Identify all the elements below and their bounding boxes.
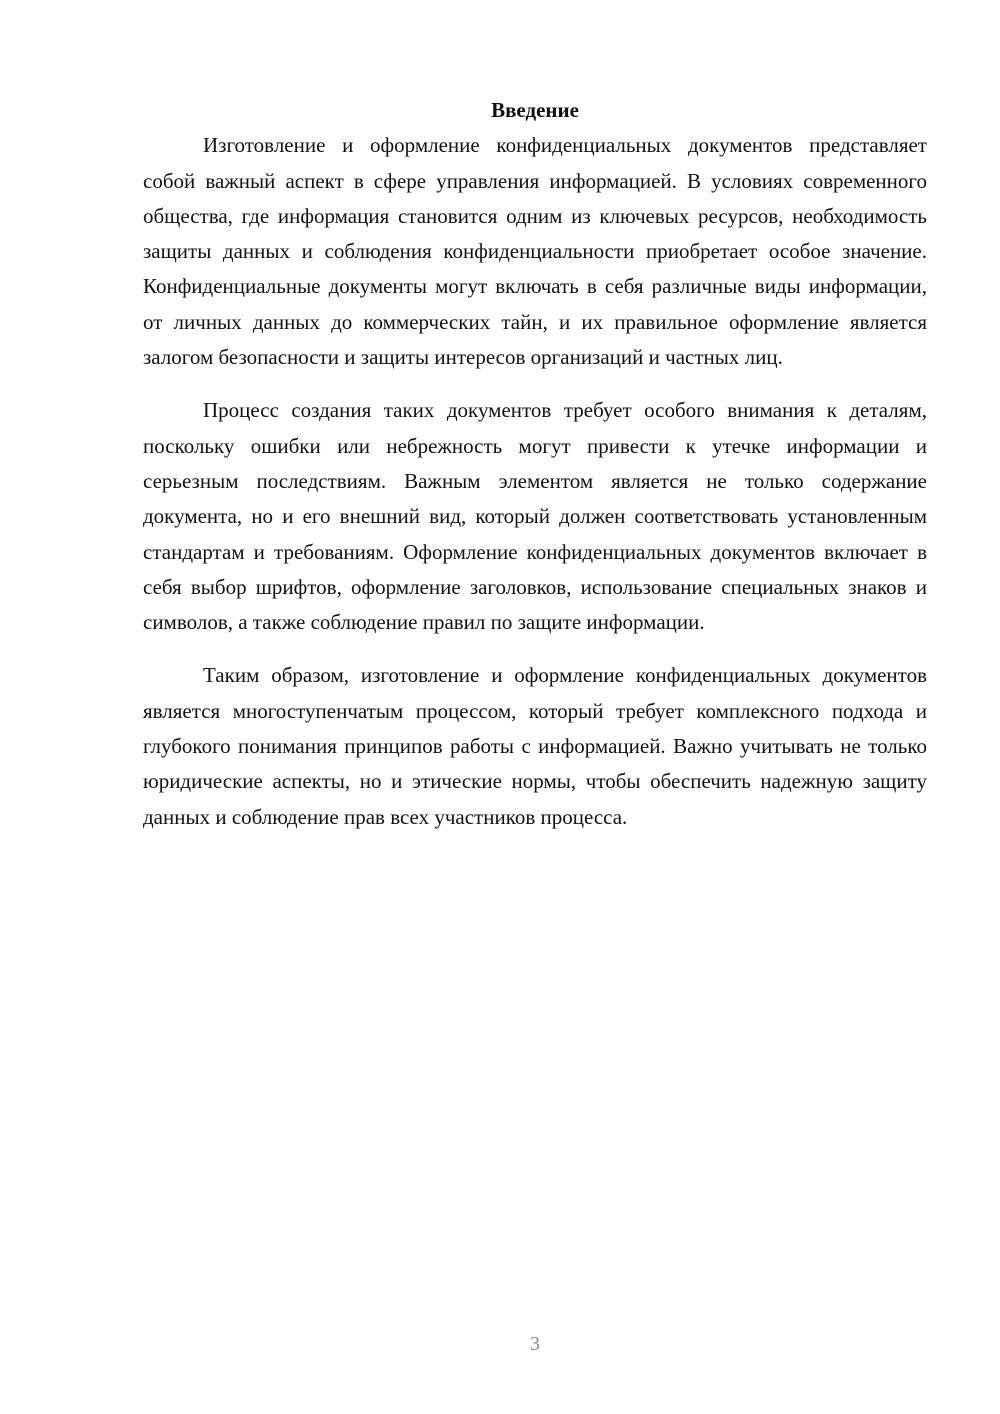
page-number: 3 <box>530 1333 540 1355</box>
paragraph-1: Изготовление и оформление конфиденциальных документов представляет собой важный аспект в сфере управления информацией. В условиях современного общества, где информация становится одним из ключевых ресурсов, необходимость защиты данных и соблюдения конфиденциальности приобретает особое значение. Конфиденциальные документы могут включать в себя различные виды информации, от личных данных до коммерческих тайн, и их правильное оформление является залогом безопасности и защиты интересов организаций и частных лиц. <box>143 133 927 370</box>
page-title: Введение <box>491 98 579 122</box>
paragraph-2: Процесс создания таких документов требует особого внимания к деталям, поскольку ошибки или небрежность могут привести к утечке информации и серьезным последствиям. Важным элементом является не только содержание документа, но и его внешний вид, который должен соответствовать установленным стандартам и требованиям. Оформление конфиденциальных документов включает в себя выбор шрифтов, оформление заголовков, использование специальных знаков и символов, а также соблюдение правил по защите информации. <box>143 398 927 635</box>
page-content <box>143 93 927 853</box>
paragraph-3: Таким образом, изготовление и оформление конфиденциальных документов является многоступенчатым процессом, который требует комплексного подхода и глубокого понимания принципов работы с информацией. Важно учитывать не только юридические аспекты, но и этические нормы, чтобы обеспечить надежную защиту данных и соблюдение прав всех участников процесса. <box>143 663 927 829</box>
